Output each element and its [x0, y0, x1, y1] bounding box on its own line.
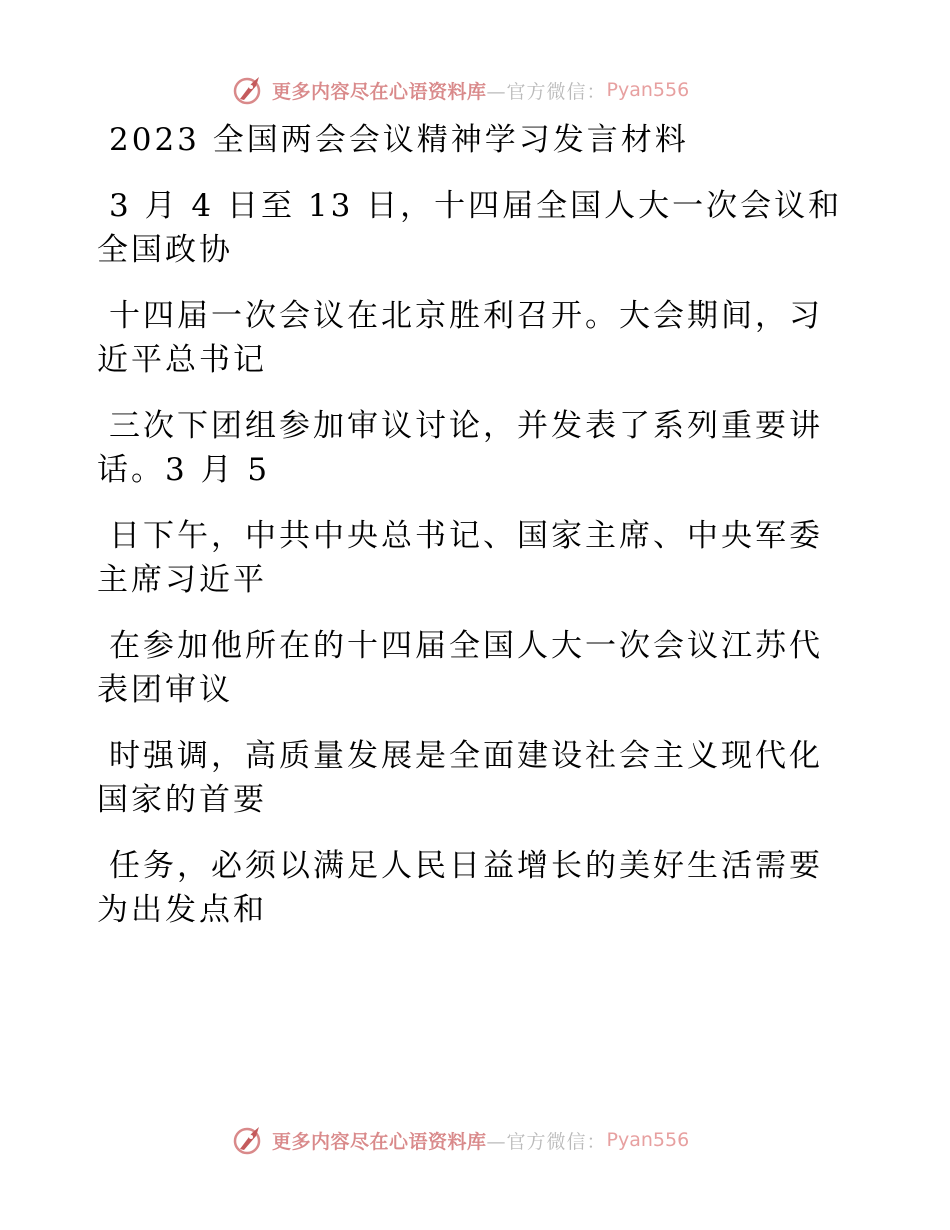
watermark-main-text: 更多内容尽在心语资料库 — [272, 80, 487, 103]
paragraph — [97, 514, 857, 602]
paragraph-line: 全国政协 — [97, 232, 233, 268]
paragraph-line: 在参加他所在的十四届全国人大一次会议江苏代 — [109, 628, 823, 664]
document-body — [97, 118, 857, 954]
paragraph-line: 日下午，中共中央总书记、国家主席、中央军委 — [109, 518, 823, 554]
paragraph-line: 3 月 4 日至 13 日，十四届全国人大一次会议和 — [109, 188, 843, 224]
paragraph — [97, 624, 857, 712]
paragraph-line: 十四届一次会议在北京胜利召开。大会期间，习 — [109, 298, 823, 334]
watermark-sub-text: —官方微信： — [486, 80, 607, 103]
paragraph — [97, 844, 857, 932]
paragraph — [97, 404, 857, 492]
paragraph — [97, 184, 857, 272]
watermark-id-text: Pyan556 — [606, 79, 690, 101]
watermark-main-text: 更多内容尽在心语资料库 — [272, 1130, 487, 1153]
paragraph-line: 近平总书记 — [97, 342, 267, 378]
paragraph — [97, 734, 857, 822]
paragraph-line: 话。3 月 5 — [97, 452, 271, 488]
watermark-footer — [232, 1120, 689, 1160]
pen-nib-logo-icon — [232, 73, 266, 107]
watermark-id-text: Pyan556 — [606, 1129, 690, 1151]
watermark-sub-text: —官方微信： — [486, 1130, 607, 1153]
paragraph-line: 表团审议 — [97, 672, 233, 708]
paragraph-line: 三次下团组参加审议讨论，并发表了系列重要讲 — [109, 408, 823, 444]
paragraph — [97, 294, 857, 382]
paragraph-line: 时强调，高质量发展是全面建设社会主义现代化 — [109, 738, 823, 774]
watermark-header — [232, 70, 689, 110]
pen-nib-logo-icon — [232, 1123, 266, 1157]
document-title: 2023 全国两会会议精神学习发言材料 — [109, 122, 689, 158]
paragraph-line: 为出发点和 — [97, 892, 267, 928]
paragraph-line: 主席习近平 — [97, 562, 267, 598]
paragraph-line: 任务，必须以满足人民日益增长的美好生活需要 — [109, 848, 823, 884]
paragraph-line: 国家的首要 — [97, 782, 267, 818]
